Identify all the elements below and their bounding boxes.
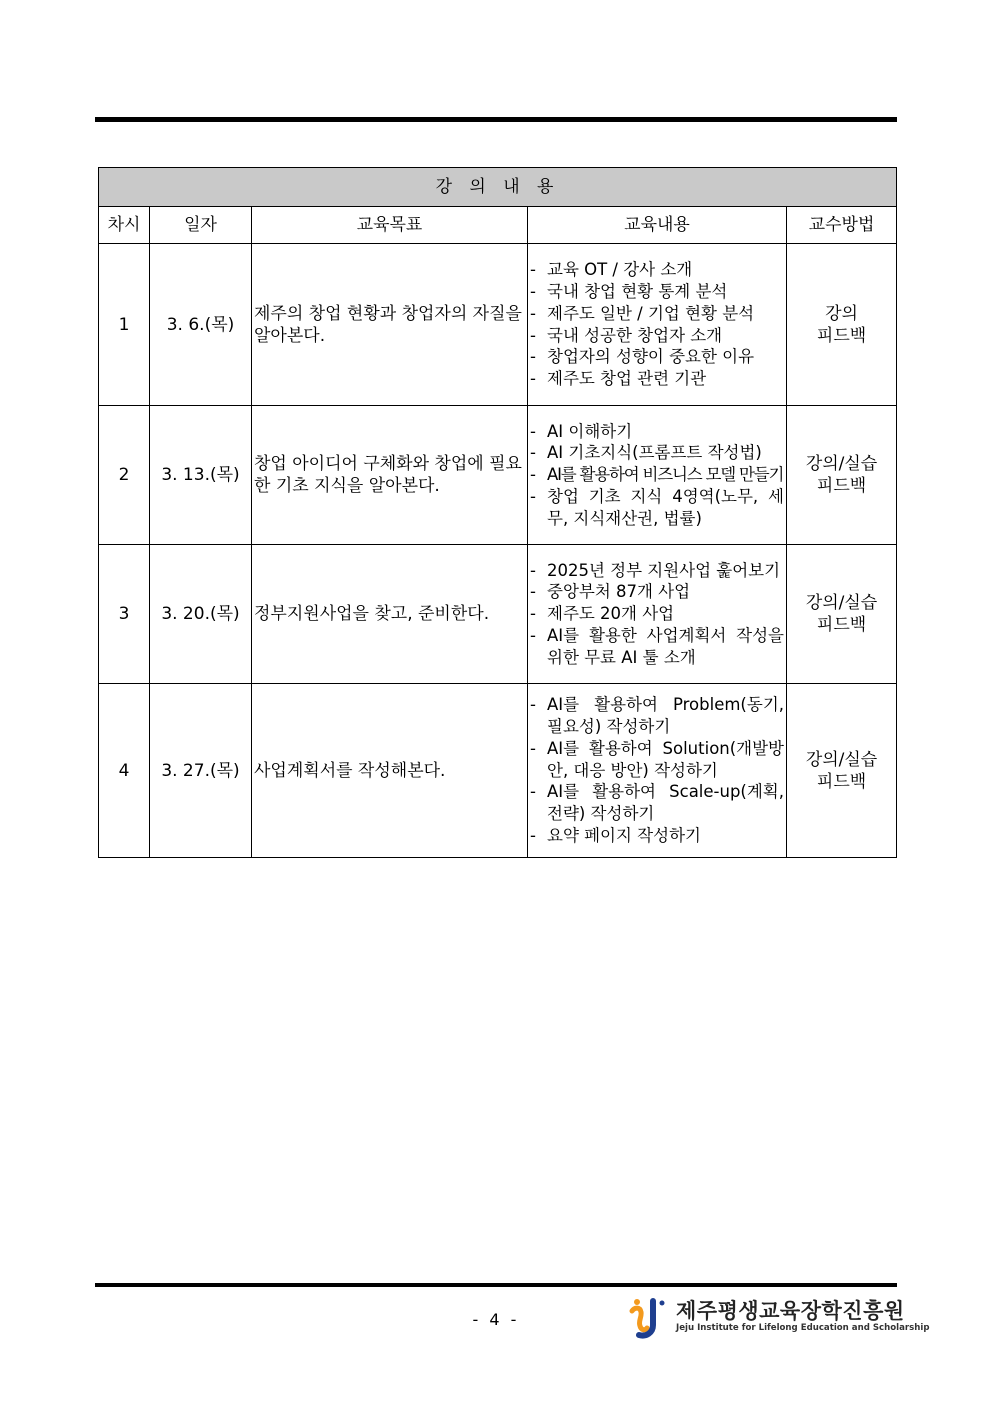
content-item: - 창업자의 성향이 중요한 이유 [530,347,755,367]
header-method: 교수방법 [787,207,897,244]
table-row [99,244,897,406]
session-method [787,684,897,858]
table-row [99,684,897,858]
institute-emblem-icon [626,1295,672,1341]
session-content [528,406,787,545]
content-item: - AI 이해하기 [530,421,633,441]
method-line: 강의/실습 [805,593,878,613]
page-number: - 4 - [472,1310,520,1329]
content-item: - 중앙부처 87개 사업 [530,582,691,602]
method-line: 강의 [825,303,858,324]
session-content [528,244,787,406]
content-item: - 제주도 일반 / 기업 현황 분석 [530,303,755,323]
content-item: - 교육 OT / 강사 소개 [530,260,693,280]
method-line: 피드백 [816,476,867,496]
session-number: 3 [99,545,150,684]
institute-name: 제주평생교육장학진흥원 [676,1299,905,1323]
lecture-content-table [98,167,897,858]
header-content: 교육내용 [528,207,787,244]
session-date: 3. 20.(목) [150,545,252,684]
content-item: - 제주도 창업 관련 기관 [530,369,707,389]
session-method [787,244,897,406]
method-line: 피드백 [816,615,867,635]
session-number: 4 [99,684,150,858]
content-item: - AI를 활용하여 Scale-up(계획, 전략) 작성하기 [530,782,784,824]
header-session: 차시 [99,207,150,244]
content-item: - 2025년 정부 지원사업 훑어보기 [530,560,781,580]
table-title: 강 의 내 용 [99,168,897,207]
content-item: - 창업 기초 지식 4영역(노무, 세무, 지식재산권, 법률) [530,486,784,528]
content-item: - 요약 페이지 작성하기 [530,825,701,845]
session-method [787,545,897,684]
method-line: 강의/실습 [805,454,878,474]
session-goal: 제주의 창업 현황과 창업자의 자질을 알아본다. [252,244,528,406]
content-item: - 제주도 20개 사업 [530,604,675,624]
session-date: 3. 27.(목) [150,684,252,858]
session-number: 1 [99,244,150,406]
table-title-row [99,168,897,207]
content-item: - AI를 활용하여 Solution(개발방안, 대응 방안) 작성하기 [530,738,784,780]
session-date: 3. 6.(목) [150,244,252,406]
header-rule [95,117,897,122]
session-content [528,684,787,858]
table-header-row [99,207,897,244]
content-item: - AI를 활용한 사업계획서 작성을 위한 무료 AI 툴 소개 [530,625,784,667]
table-row [99,545,897,684]
header-date: 일자 [150,207,252,244]
session-goal: 사업계획서를 작성해본다. [252,684,528,858]
content-item: - AI를 활용하여 Problem(동기, 필요성) 작성하기 [530,695,784,736]
content-item: - 국내 성공한 창업자 소개 [530,325,723,345]
session-goal: 창업 아이디어 구체화와 창업에 필요한 기초 지식을 알아본다. [252,406,528,545]
session-method [787,406,897,545]
session-content [528,545,787,684]
content-item: - AI를 활용하여 비즈니스 모델 만들기 [530,465,784,485]
footer-rule [95,1283,897,1287]
content-item: - AI 기초지식(프롬프트 작성법) [530,443,762,463]
session-date: 3. 13.(목) [150,406,252,545]
header-goal: 교육목표 [252,207,528,244]
method-line: 피드백 [816,771,867,792]
session-number: 2 [99,406,150,545]
table-row [99,406,897,545]
method-line: 강의/실습 [805,749,878,770]
institute-name-en: Jeju Institute for Lifelong Education and Scholarship [676,1323,930,1333]
content-item: - 국내 창업 현황 통계 분석 [530,281,728,301]
institute-logo [626,1295,930,1341]
method-line: 피드백 [816,325,867,346]
session-goal: 정부지원사업을 찾고, 준비한다. [252,545,528,684]
